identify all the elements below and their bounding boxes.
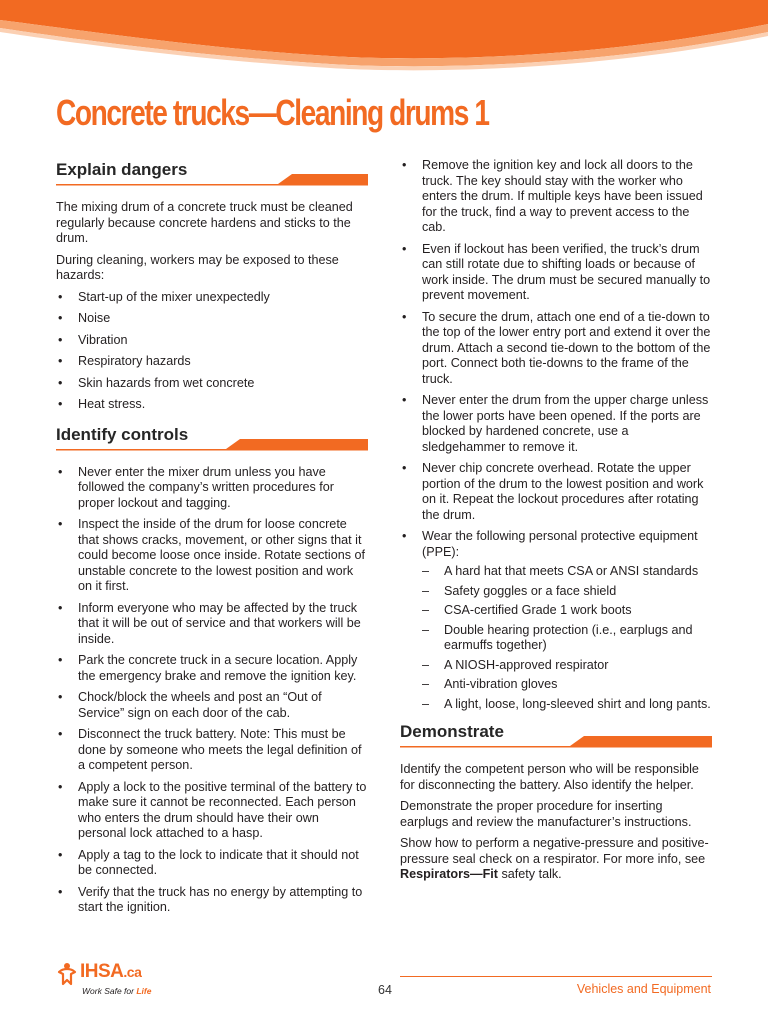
list-item: • Remove the ignition key and lock all doors to the truck. The key should stay with the worker who enters the drum. If multiple keys have been issued for the truck, find a way to prevent access to the cab. [402, 158, 703, 234]
ihsa-logo [56, 960, 196, 1000]
page-title: Concrete trucks—Cleaning drums 1 [56, 92, 489, 133]
list-item: – A light, loose, long-sleeved shirt and long pants. [422, 696, 711, 711]
bullet-icon: • [58, 779, 63, 794]
list-item: • Respiratory hazards [58, 354, 191, 368]
bullet-icon: • [58, 600, 63, 615]
heading-underline-bar [400, 736, 712, 748]
demonstrate-heading-text: Demonstrate [400, 722, 504, 741]
bullet-icon: • [58, 332, 63, 347]
list-item: • Even if lockout has been verified, the truck’s drum can still rotate due to shifting loads or because of work inside. The drum must be secured manually to prevent movement. [402, 241, 711, 302]
explain-dangers-heading [56, 158, 368, 186]
list-item: – Double hearing protection (i.e., earplugs and earmuffs together) [422, 622, 693, 652]
list-item: • Vibration [58, 332, 128, 347]
demonstrate-paragraph-2: Demonstrate the proper procedure for inserting earplugs and review the manufacturer’s instructions. [400, 799, 692, 829]
heading-underline-bar [56, 439, 368, 451]
list-item [400, 529, 712, 712]
list-item: • Skin hazards from wet concrete [58, 375, 255, 390]
dash-icon: – [422, 657, 430, 672]
bullet-icon: • [402, 158, 407, 172]
respirators-fit-reference: Respirators—Fit [400, 867, 498, 881]
list-item: – Anti-vibration gloves [422, 677, 558, 691]
section-name: Vehicles and Equipment [576, 982, 711, 996]
list-item: • Verify that the truck has no energy by attempting to start the ignition. [58, 884, 363, 914]
list-item: • Apply a lock to the positive terminal of the battery to make sure it cannot be reconnected. Each person who enters the drum should have their own personal lock attached to a hasp. [58, 779, 367, 840]
list-item: • Noise [58, 311, 111, 325]
bullet-icon: • [58, 289, 63, 304]
list-item: – A hard hat that meets CSA or ANSI standards [422, 564, 699, 578]
header-swoosh-banner [0, 0, 768, 80]
list-item: • Never chip concrete overhead. Rotate the upper portion of the drum to the lowest position and work on it. Repeat the lockout procedures after rotating the drum. [402, 461, 704, 522]
controls-list-left [56, 465, 368, 916]
list-item: • Apply a tag to the lock to indicate that it should not be connected. [58, 847, 359, 877]
bullet-icon: • [58, 375, 63, 390]
list-item: • Never enter the drum from the upper charge unless the lower ports have been opened. If the ports are blocked by hardened concrete, use a sledgehammer to remove it. [402, 393, 709, 454]
list-item: – CSA-certified Grade 1 work boots [422, 603, 632, 617]
dash-icon: – [422, 696, 430, 711]
bullet-icon: • [58, 354, 63, 368]
list-item: • Start-up of the mixer unexpectedly [58, 289, 270, 304]
ppe-intro: Wear the following personal protective equipment (PPE): [422, 529, 698, 559]
bullet-icon: • [402, 461, 407, 475]
logo-text: IHSA.ca [80, 961, 142, 982]
demonstrate-paragraph-1: Identify the competent person who will be responsible for disconnecting the battery. Also identify the helper. [400, 762, 699, 792]
list-item: • Disconnect the truck battery. Note: This must be done by someone who meets the legal definition of a competent person. [58, 727, 362, 772]
list-item: • To secure the drum, attach one end of a tie-down to the top of the lower entry port and extend it over the drum. Attach a second tie-down to the bottom of the port. Connect both tie-downs to the frame of the truck. [402, 309, 711, 386]
ihsa-figure-icon [56, 962, 78, 986]
dash-icon: – [422, 583, 430, 598]
heading-underline-bar [56, 174, 368, 186]
list-item: • Chock/block the wheels and post an “Out of Service” sign on each door of the cab. [58, 690, 322, 720]
bullet-icon: • [58, 653, 63, 667]
dash-icon: – [422, 603, 430, 617]
bullet-icon: • [58, 727, 63, 741]
bullet-icon: • [58, 464, 63, 479]
dash-icon: – [422, 564, 430, 578]
bullet-icon: • [58, 884, 63, 899]
hazard-list [56, 290, 368, 413]
explain-dangers-heading-text: Explain dangers [56, 160, 188, 179]
bullet-icon: • [58, 397, 63, 411]
bullet-icon: • [402, 309, 407, 324]
list-item: • Never enter the mixer drum unless you have followed the company’s written procedures for proper lockout and tagging. [58, 464, 334, 510]
identify-controls-heading [56, 423, 368, 451]
bullet-icon: • [402, 393, 407, 407]
bullet-icon: • [402, 529, 407, 543]
ppe-list [422, 564, 712, 712]
page-number: 64 [378, 983, 392, 997]
bullet-icon: • [58, 847, 63, 862]
demonstrate-heading [400, 720, 712, 748]
dash-icon: – [422, 622, 430, 637]
identify-controls-heading-text: Identify controls [56, 424, 189, 444]
list-item: – Safety goggles or a face shield [422, 583, 617, 598]
footer-divider [400, 976, 712, 977]
explain-paragraph-2: During cleaning, workers may be exposed to these hazards: [56, 252, 339, 282]
list-item: • Heat stress. [58, 397, 146, 411]
demonstrate-paragraph-3: Show how to perform a negative-pressure and positive-pressure seal check on a respirator. For more info, see Respirators—Fit safety talk. [400, 836, 709, 881]
list-item: – A NIOSH-approved respirator [422, 657, 609, 672]
list-item: • Inform everyone who may be affected by the truck that it will be out of service and that workers will be inside. [58, 600, 361, 646]
controls-list-right [400, 158, 712, 712]
list-item: • Park the concrete truck in a secure location. Apply the emergency brake and remove the ignition key. [58, 653, 358, 683]
explain-paragraph-1: The mixing drum of a concrete truck must be cleaned regularly because concrete hardens and sticks to the drum. [56, 200, 353, 245]
bullet-icon: • [58, 690, 63, 704]
bullet-icon: • [402, 241, 407, 256]
list-item: • Inspect the inside of the drum for loose concrete that shows cracks, movement, or other signs that it could become loose once inside. Rotate sections of unstable concrete to the lowest position and work on it first. [58, 517, 366, 593]
right-column [400, 158, 712, 889]
bullet-icon: • [58, 517, 63, 531]
bullet-icon: • [58, 311, 63, 325]
dash-icon: – [422, 677, 430, 691]
logo-tagline: Work Safe for Life [82, 986, 152, 996]
left-column [56, 158, 368, 922]
